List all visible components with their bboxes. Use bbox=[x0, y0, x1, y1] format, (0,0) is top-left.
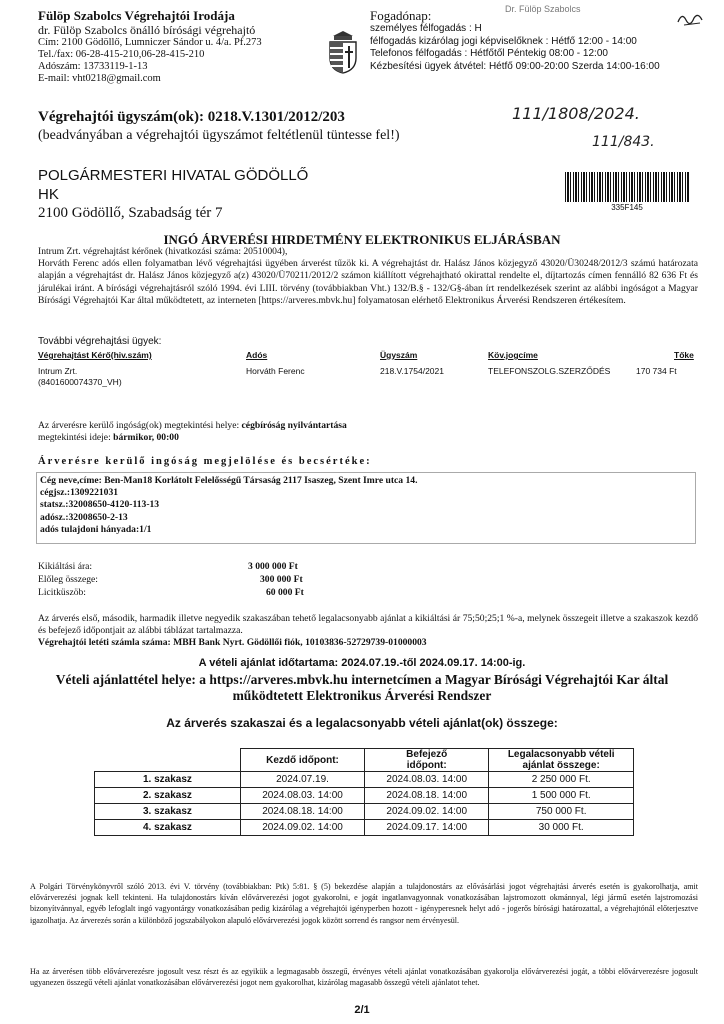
offer-place-line1: Vételi ajánlattétel helye: a https://arveres.mbvk.hu internetcímen a Magyar Bírósági Végrehajtói Kar által bbox=[55, 672, 669, 687]
intro-body: Horváth Ferenc adós ellen folyamatban lévő végrehajtási ügyében árverést tűzök ki. A végrehajtást dr. Halász János közjegyző 43020/Ü30248/2012/3 számú határozata alapján a végrehajtást dr. Halász János közjegyző a(z) 43020/Ü70211/2012/2 számon kiállított végrehajtható okirattal rendelte el, díjtartozás címen fennálló 82 636 Ft és járulékai iránt. A bírósági végrehajtásról szóló 1994. évi LIII. törvény (továbbiakban Vht.) 132/B.§ - 132/G§-ában írt rendelkezések szerint az alábbi ingóságot a Magyar Bírósági Végrehajtói Kar által működtetett, az interneten [https://arveres.mbvk.hu] folyamatosan elérhető Elektronikus Árverési Rendszeren értékesítem. bbox=[38, 258, 698, 306]
col-debtor: Adós bbox=[246, 350, 268, 360]
table-row: 2. szakasz 2024.08.03. 14:00 2024.08.18. 14:00 1 500 000 Ft. bbox=[95, 788, 634, 804]
bid-step-label: Licitküszöb: bbox=[38, 587, 86, 598]
row-case-no: 218.V.1754/2021 bbox=[380, 366, 444, 376]
rules-stages: Az árverés első, második, harmadik illetve negyedik szakaszában tehető legalacsonyabb ajánlat a kikiáltási ár 75;50;25;1 %-a, melynek összegeit illetve a szakaszok kezdő és befejező időpontjait az alábbi táblázat tartalmazza. bbox=[38, 613, 698, 637]
office-email: E-mail: vht0218@gmail.com bbox=[38, 73, 161, 84]
item-company: Cég neve,címe: Ben-Man18 Korlátolt Felelősségű Társaság 2117 Isaszeg, Szent Imre utca 14. bbox=[40, 475, 418, 486]
viewing-place-value: cégbíróság nyilvántartása bbox=[241, 420, 347, 431]
viewing-time-value: bármikor, 00:00 bbox=[113, 432, 179, 444]
col-creditor: Végrehajtást Kérő(hiv.szám) bbox=[38, 350, 152, 360]
barcode bbox=[565, 172, 689, 212]
offer-place bbox=[0, 672, 724, 704]
bid-step-value: 60 000 Ft bbox=[266, 587, 304, 598]
addressee-block bbox=[38, 166, 308, 223]
start-price-value: 3 000 000 Ft bbox=[248, 561, 298, 572]
item-box bbox=[36, 472, 696, 544]
addressee-name: POLGÁRMESTERI HIVATAL GÖDÖLLŐ bbox=[38, 167, 309, 184]
row-creditor: Intrum Zrt. bbox=[38, 366, 78, 376]
col-min: Legalacsonyabb vételi ajánlat összege: bbox=[489, 749, 634, 772]
handwritten-reg-2: 111/843. bbox=[592, 134, 655, 150]
signature-icon bbox=[676, 8, 706, 33]
reception-delivery: Kézbesítési ügyek átvétel: Hétfő 09:00-20:00 Szerda 14:00-16:00 bbox=[370, 60, 660, 72]
intro-creditor: Intrum Zrt. végrehajtást kérőnek (hivatkozási száma: 20510004), bbox=[38, 246, 288, 257]
col-end: Befejező időpont: bbox=[365, 749, 489, 772]
item-reg-no: cégjsz.:1309221031 bbox=[40, 487, 119, 499]
reception-info bbox=[370, 8, 700, 73]
reception-phone: Telefonos félfogadás : Hétfőtől Péntekig 08:00 - 12:00 bbox=[370, 48, 608, 59]
viewing-info bbox=[38, 420, 698, 444]
reception-lawyers: félfogadás kizárólag jogi képviselőknek : Hétfő 12:00 - 14:00 bbox=[370, 35, 637, 47]
office-subtitle: dr. Fülöp Szabolcs önálló bírósági végrehajtó bbox=[38, 23, 256, 37]
table-row: 3. szakasz 2024.08.18. 14:00 2024.09.02. 14:00 750 000 Ft. bbox=[95, 804, 634, 820]
table-row: 1. szakasz 2024.07.19. 2024.08.03. 14:00 2 250 000 Ft. bbox=[95, 772, 634, 788]
row-claim: TELEFONSZOLG.SZERZŐDÉS bbox=[488, 366, 611, 376]
prices bbox=[38, 561, 358, 600]
addressee-line2: HK bbox=[38, 186, 59, 203]
row-ref: (8401600074370_VH) bbox=[38, 377, 122, 387]
coat-of-arms-icon bbox=[326, 30, 360, 79]
stages-header-row bbox=[95, 749, 634, 772]
office-tax-id: Adószám: 13733119-1-13 bbox=[38, 61, 148, 72]
other-cases-heading: További végrehajtási ügyek: bbox=[38, 336, 162, 347]
col-amount: Tőke bbox=[674, 350, 694, 360]
office-phone: Tel./fax: 06-28-415-210,06-28-415-210 bbox=[38, 49, 205, 60]
stages-table bbox=[94, 748, 634, 836]
addressee-address: 2100 Gödöllő, Szabadság tér 7 bbox=[38, 205, 223, 221]
col-claim: Köv.jogcíme bbox=[488, 350, 538, 360]
barcode-icon bbox=[565, 172, 689, 202]
viewing-place-label: Az árverésre kerülő ingóság(ok) megtekintési helye: bbox=[38, 420, 240, 431]
footer-preemption: A Polgári Törvénykönyvről szóló 2013. évi V. törvény (továbbiakban: Ptk) 5:81. § (5) bekezdése alapján a tulajdonostárs az elővásárlási jogot végrehajtási árverés esetén is gyakorolhatja, amit elővárverezési jognak kell tekinteni. Ha tulajdonostárs kíván elővárverezési jogot gyakorolni, e jogát ingatlanvagyonnak vonatkozásában lajstromozott okmánnyal, légi jármű esetén lajstromozási bizonyítvánnyal, egyéb lefoglalt ingó vagyontárgy vonatkozásában pedig kizárólag a végrehajtói igényperben hozott - igényperesnek helyt adó - jogerős bírósági határozattal, a végrehajtónál előterjesztve igazolhatja. Az árverezés során a különböző jogszabályokon alapuló elővárverezési jogok között sorrend és rangsor nem érvényesül. bbox=[30, 882, 698, 925]
case-note: (beadványában a végrehajtói ügyszámot feltétlenül tüntesse fel!) bbox=[38, 128, 400, 143]
stamp-name: Dr. Fülöp Szabolcs bbox=[505, 4, 581, 14]
row-amount: 170 734 Ft bbox=[636, 366, 677, 376]
item-stat-no: statsz.:32008650-4120-113-13 bbox=[40, 499, 160, 511]
reception-person: személyes félfogadás : H bbox=[370, 23, 482, 34]
office-title: Fülöp Szabolcs Végrehajtói Irodája bbox=[38, 8, 235, 23]
deposit-label: Előleg összege: bbox=[38, 574, 98, 585]
start-price-label: Kikiáltási ára: bbox=[38, 561, 93, 572]
stages-heading: Az árverés szakaszai és a legalacsonyabb vételi ajánlat(ok) összege: bbox=[166, 716, 558, 730]
item-heading: Árverésre kerülő ingóság megjelölése és becsértéke: bbox=[38, 456, 372, 467]
rules-account: Végrehajtói letéti számla száma: MBH Bank Nyrt. Gödöllői fiók, 10103836-52729739-01000003 bbox=[38, 637, 427, 649]
offer-period: A vételi ajánlat időtartama: 2024.07.19.-től 2024.09.17. 14:00-ig. bbox=[198, 657, 526, 669]
rules bbox=[38, 613, 698, 650]
office-header bbox=[38, 8, 328, 85]
page-number: 2/1 bbox=[354, 1004, 370, 1016]
intro-section bbox=[38, 246, 698, 307]
viewing-time-label: megtekintési ideje: bbox=[38, 432, 111, 444]
footer-multiple-preemption: Ha az árverésen több elővárverezésre jogosult vesz részt és az egyikük a legmagasabb összegű, érvényes vételi ajánlat vonatkozásában gyakorolja elővárverezési jogát, a többi elővárverezésre jogosult ugyanezen összegű vételi ajánlat vonatkozásában elővárverezési jogot nem gyakorolhat, kizárólag magasabb összegű vételi ajánlatot tehet. bbox=[30, 967, 698, 988]
document-title: INGÓ ÁRVERÉSI HIRDETMÉNY ELEKTRONIKUS ELJÁRÁSBAN bbox=[163, 232, 561, 247]
item-share: adós tulajdoni hányada:1/1 bbox=[40, 523, 152, 535]
barcode-text: 335F145 bbox=[611, 203, 643, 212]
handwritten-reg-1: 111/1808/2024. bbox=[512, 104, 640, 123]
row-debtor: Horváth Ferenc bbox=[246, 366, 305, 376]
col-case-no: Ügyszám bbox=[380, 350, 418, 360]
other-cases-table bbox=[38, 350, 698, 387]
office-address: Cím: 2100 Gödöllő, Lumniczer Sándor u. 4/a. Pf.273 bbox=[38, 37, 262, 48]
case-number: Végrehajtói ügyszám(ok): 0218.V.1301/2012/203 bbox=[38, 109, 345, 125]
col-start: Kezdő időpont: bbox=[240, 749, 364, 772]
deposit-value: 300 000 Ft bbox=[260, 574, 303, 585]
reception-title: Fogadónap: bbox=[370, 8, 432, 23]
table-row: 4. szakasz 2024.09.02. 14:00 2024.09.17. 14:00 30 000 Ft. bbox=[95, 820, 634, 836]
item-tax-no: adósz.:32008650-2-13 bbox=[40, 511, 128, 523]
offer-place-line2: működtetett Elektronikus Árverési Rendszer bbox=[232, 688, 492, 703]
